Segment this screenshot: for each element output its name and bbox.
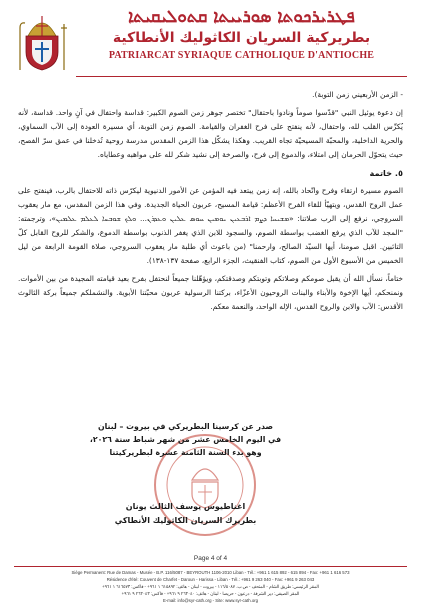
letterhead <box>14 6 407 80</box>
letterhead-titles <box>76 6 407 64</box>
french-title: PATRIARCAT SYRIAQUE CATHOLIQUE D'ANTIOCHE <box>108 50 375 61</box>
signature-block <box>40 500 331 528</box>
issuance-statement <box>40 420 331 459</box>
footer-seat-fr: Siège Permanent: Rue de Damas - Musée - B.P. 116/5087 - BEYROUTH 1106-2010 Liban - Tél.: +961 1 615 892 - 615 894 - Fax: +961 1 616 573 <box>71 570 350 575</box>
footer-divider <box>14 566 407 567</box>
paragraph-joel-call: إن دعوة يوئيل النبي "قدّسوا صوماً ونادوا باحتفال" تختصر جوهر زمن الصوم الكبير: قداسة واحتفال في آنٍ واحد. قداسة، لأنه يُكرِّس القلب لله، واحتفال، لأنه ينفتح على فرح الغفران والقيامة. الصوم زمن التوبة، أي مسيرة العودة إلى الآب السماوي، والحرية الداخلية، والمحبّة المسيحيّة تجاه القريب. وهكذا يشكّل هذا الزمن المقدس مدرسة روحية تُدخلنا في عمق سرّ الفصح، حيث يتحوّل الحرمان إلى امتلاء، والدموع إلى فرح، والصرخة إلى نشيد شكر لله على مواهبه وعطاياه. <box>18 108 403 159</box>
issuance-year-of-patriarchate: وهو بدء السنة الثامنة عشرة لبطريركيتنا <box>109 448 262 457</box>
page-number: Page 4 of 4 <box>193 555 228 562</box>
issuance-place: صدر عن كرسينا البطريركي في بيروت – لبنان <box>97 422 274 431</box>
arabic-title: بطريركية السريان الكاثوليك الأنطاكية <box>112 30 371 46</box>
paragraph-blessing: ختاماً، نسأل الله أن يقبل صومكم وصلاتكم وتوبتكم وصدقتكم، ويؤهّلنا جميعاً لنحتفل بفرح بعيد قيامته المجيدة من بين الأموات. ونمنحكم، أيها الإخوة والأبناء والبنات الروحيون الأعزّاء، بركتنا الرسولية عربون محبّتنا الأبوية. والنشملكم جميعاً بركة الثالوث الأقدس: الآب والابن والروح القدس، الإله الواحد، والنعمة معكم. <box>18 274 403 311</box>
paragraph-intro-end: - الزمن الأربعيني زمن التوبة). <box>312 90 403 99</box>
signatory-name: اغناطيوس يوسف الثالث يونان <box>125 502 246 511</box>
patriarchal-coat-of-arms-icon <box>14 8 70 72</box>
footer-summer-ar: المقر الصيفي: دير الشرفة - درعون - حريصا - لبنان - هاتف: ٢٦٣٠٤٠ ٩ ٩٦١+ - فاكس: ٢٦٣٠٤٣ ٩ ٩٦١+ <box>121 591 300 596</box>
footer-summer-fr: Résidence d'été: Couvent de Charfet - Daroun - Harissa - Liban - Tél.: +961 9 263 040 - Fax: +961 9 263 043 <box>106 577 315 582</box>
syriac-title: ܦܛܪܝܪܟܘܬܐ ܣܘܪܝܝܬܐ ܩܬܘܠܝܩܝܬܐ <box>128 7 355 27</box>
paragraph-conclusion: الصوم مسيرة ارتقاء وفرح واتّحاد بالله، إنه زمن يبتعد فيه المؤمن عن الأمور الدنيوية ليكرّس ذاته للاحتفال بالرب، فينفتح على عمل الروح القدس، ويتهيّأ للقاء الفرح الأعظم: قيامة المسيح، عربون الحياة الجديدة. وفي هذا الزمن المقدس، مع مار يعقوب السروجي، نرفع إلى الرب صلاتنا: «ܡܫܝܚܐ ܕܨܡ ܐܪܒܥܝܢ ܝܘܡܝܢ ܚܘܣ ܥܠܝܢ ܘܥܕܪܢ... ܘܠܟ ܫܘܒܚܐ ܠܥܠܡ ܥܠܡܝܢ»، وترجمته: "المجد للآب الذي يرفع الغضب بواسطة الصوم، والسجود للابن الذي يغفر الذنوب بواسطة الدموع، والشكر للروح القابل كلّ التائبين. اقبل صومنا، أيها السيّد الصالح، وارحمنا" (من باعوث أي طلبة مار يعقوب السروجي، صلاة القومة الرابعة من ليل الخميس من الأسبوع الأول من الصوم، كتاب الفنقيث، الجزء الرابع، صفحة ١٣٧-١٣٨). <box>18 186 403 265</box>
issuance-date: في اليوم الخامس عشر من شهر شباط سنة ٢٠٢٦، <box>89 435 282 444</box>
signatory-title: بطريرك السريان الكاثوليك الأنطاكي <box>114 516 257 525</box>
footer-seat-ar: المقر الرئيسي: طريق الشام - المتحف - ص.ب. ١١٦/٥٠٨٧ - بيروت - لبنان - هاتف: ٦١٥٨٩٢ ١ ٩٦١+ - فاكس: ٦١٦٥٧٣ ١ ٩٦١+ <box>102 584 319 589</box>
letter-body <box>18 88 403 318</box>
section-title-conclusion: ٥. خاتمة <box>369 168 403 178</box>
letterhead-footer <box>14 569 407 604</box>
header-divider <box>76 76 407 77</box>
footer-contact: E-mail: info@syr-cath.org - Site: www.syr-cath.org <box>162 598 259 603</box>
